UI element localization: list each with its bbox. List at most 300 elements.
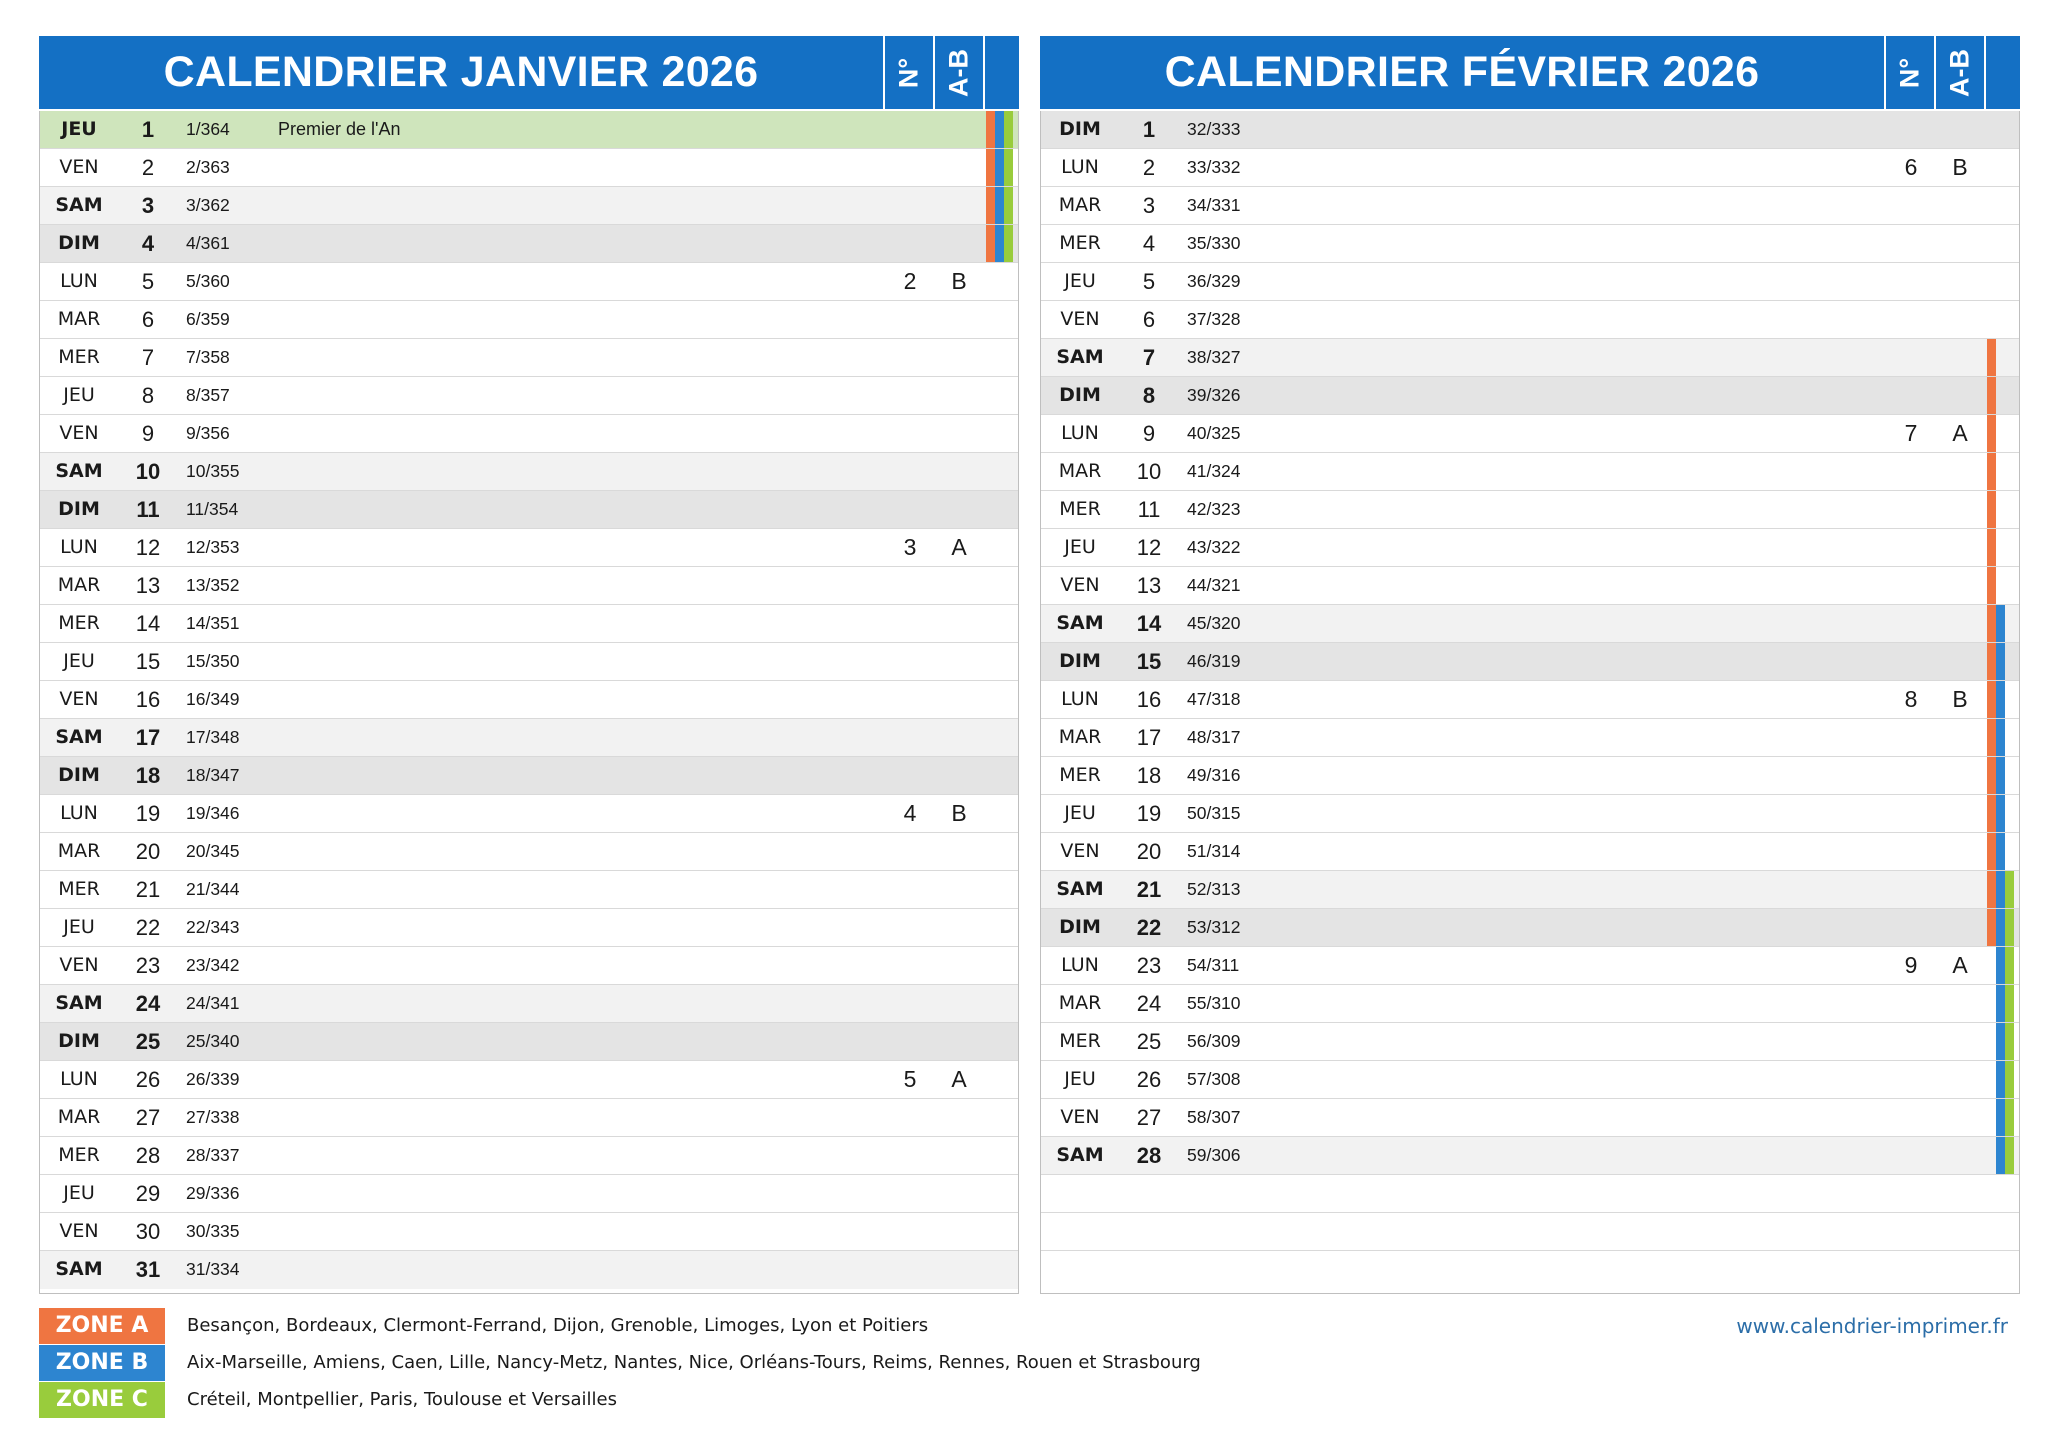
week-number — [1887, 339, 1935, 376]
zone-b-holiday-bar — [1996, 985, 2005, 1022]
week-number — [886, 453, 934, 490]
week-type — [934, 1213, 984, 1250]
zone-a-holiday-bar — [1987, 833, 1996, 870]
day-row — [40, 985, 1018, 1023]
zone-a-badge: ZONE A — [39, 1308, 165, 1344]
week-type — [1935, 795, 1985, 832]
week-type: B — [951, 268, 967, 294]
week-type — [934, 1251, 984, 1288]
day-row — [1041, 947, 2019, 985]
day-note — [278, 1023, 778, 1060]
day-name: JEU — [1064, 1068, 1096, 1090]
day-of-year: 40/325 — [1187, 423, 1241, 443]
zone-a-holiday-bar — [1987, 377, 1996, 414]
week-type — [1935, 605, 1985, 642]
zone-a-holiday-bar — [986, 187, 995, 224]
day-number: 12 — [1136, 535, 1162, 560]
day-name: LUN — [1061, 954, 1099, 976]
day-of-year: 11/354 — [186, 499, 239, 519]
day-note — [1279, 301, 1779, 338]
week-type — [1935, 491, 1985, 528]
day-of-year: 15/350 — [186, 651, 240, 671]
week-type — [1935, 985, 1985, 1022]
day-number: 21 — [135, 877, 161, 902]
zone-b-holiday-bar — [1996, 605, 2005, 642]
zone-a-holiday-bar — [986, 225, 995, 262]
day-number: 19 — [135, 801, 161, 826]
zone-a-holiday-bar — [1987, 795, 1996, 832]
day-name: DIM — [58, 1030, 100, 1052]
day-row — [1041, 111, 2019, 149]
week-type — [934, 985, 984, 1022]
day-note — [1279, 643, 1779, 680]
zone-a-holiday-bar — [1987, 339, 1996, 376]
week-number: 9 — [1904, 952, 1918, 978]
zone-a-holiday-bar — [1987, 681, 1996, 718]
day-of-year: 56/309 — [1187, 1031, 1241, 1051]
day-name: MAR — [57, 308, 101, 330]
day-number: 14 — [135, 611, 161, 636]
day-of-year: 55/310 — [1187, 993, 1241, 1013]
day-note — [278, 453, 778, 490]
day-row — [1041, 453, 2019, 491]
day-note: Premier de l'An — [278, 119, 401, 139]
day-of-year: 43/322 — [1187, 537, 1241, 557]
day-of-year: 4/361 — [186, 233, 230, 253]
week-number — [1887, 1137, 1935, 1174]
day-name: DIM — [58, 498, 100, 520]
day-name: DIM — [58, 232, 100, 254]
zone-b-holiday-bar — [1996, 909, 2005, 946]
day-name: DIM — [1059, 650, 1101, 672]
day-number: 3 — [1142, 193, 1156, 218]
day-of-year: 57/308 — [1187, 1069, 1241, 1089]
zone-b-holiday-bar — [995, 111, 1004, 148]
day-name: SAM — [55, 460, 103, 482]
day-row — [1041, 757, 2019, 795]
day-row — [1041, 187, 2019, 225]
week-type: A — [1952, 952, 1968, 978]
day-note — [1279, 415, 1779, 452]
zone-a-holiday-bar — [1987, 415, 1996, 452]
day-note — [1279, 377, 1779, 414]
day-row — [1041, 1099, 2019, 1137]
legend-zone-b — [39, 1345, 1199, 1381]
day-note — [278, 1175, 778, 1212]
day-note — [278, 377, 778, 414]
week-number — [886, 833, 934, 870]
day-note — [278, 605, 778, 642]
zone-c-holiday-bar — [2005, 1061, 2014, 1098]
week-number — [886, 871, 934, 908]
week-type — [1935, 225, 1985, 262]
zone-header — [1984, 36, 2022, 109]
day-row — [40, 301, 1018, 339]
day-row — [40, 263, 1018, 301]
day-number: 4 — [141, 231, 155, 256]
empty-row — [1041, 1251, 2019, 1289]
week-type — [934, 149, 984, 186]
week-type — [1935, 263, 1985, 300]
zone-a-holiday-bar — [1987, 757, 1996, 794]
day-note — [1279, 985, 1779, 1022]
day-name: LUN — [60, 802, 98, 824]
day-row — [1041, 1061, 2019, 1099]
week-number: 3 — [903, 534, 917, 560]
day-of-year: 34/331 — [1187, 195, 1241, 215]
day-of-year: 29/336 — [186, 1183, 240, 1203]
day-name: MER — [1059, 1030, 1101, 1052]
week-type — [1935, 643, 1985, 680]
week-number — [886, 111, 934, 148]
day-name: SAM — [55, 992, 103, 1014]
week-number — [1887, 491, 1935, 528]
week-number — [1887, 187, 1935, 224]
zone-c-holiday-bar — [2005, 909, 2014, 946]
week-type — [1935, 1099, 1985, 1136]
zone-c-holiday-bar — [1004, 149, 1013, 186]
day-name: LUN — [60, 1068, 98, 1090]
day-name: MAR — [57, 840, 101, 862]
week-type — [934, 567, 984, 604]
zone-a-holiday-bar — [1987, 605, 1996, 642]
day-note — [278, 1061, 778, 1098]
week-type-label: A-B — [943, 48, 974, 97]
week-number — [1887, 377, 1935, 414]
day-row — [40, 757, 1018, 795]
day-of-year: 3/362 — [186, 195, 230, 215]
day-name: SAM — [1056, 346, 1104, 368]
day-of-year: 38/327 — [1187, 347, 1241, 367]
week-number — [1887, 225, 1935, 262]
week-number — [1887, 263, 1935, 300]
week-type — [934, 1099, 984, 1136]
week-number: 8 — [1904, 686, 1918, 712]
zone-c-holiday-bar — [2005, 947, 2014, 984]
zone-a-holiday-bar — [1987, 719, 1996, 756]
day-note — [278, 339, 778, 376]
day-of-year: 25/340 — [186, 1031, 240, 1051]
day-number: 20 — [135, 839, 161, 864]
day-row — [1041, 567, 2019, 605]
day-number: 10 — [135, 459, 161, 484]
week-type — [1935, 339, 1985, 376]
day-name: MER — [58, 1144, 100, 1166]
day-of-year: 6/359 — [186, 309, 230, 329]
day-of-year: 39/326 — [1187, 385, 1241, 405]
week-number-header — [883, 36, 933, 109]
day-number: 1 — [141, 117, 155, 142]
day-name: LUN — [60, 536, 98, 558]
day-note — [278, 757, 778, 794]
week-number-header — [1884, 36, 1934, 109]
day-number: 27 — [1136, 1105, 1162, 1130]
day-note — [278, 1099, 778, 1136]
week-number — [886, 491, 934, 528]
day-note — [278, 909, 778, 946]
zone-c-holiday-bar — [2005, 1099, 2014, 1136]
day-note — [278, 1137, 778, 1174]
zone-a-holiday-bar — [1987, 453, 1996, 490]
day-of-year: 28/337 — [186, 1145, 240, 1165]
day-note — [1279, 719, 1779, 756]
day-number: 6 — [141, 307, 155, 332]
day-note — [1279, 681, 1779, 718]
day-name: MAR — [1058, 992, 1102, 1014]
day-of-year: 37/328 — [1187, 309, 1241, 329]
day-number: 8 — [1142, 383, 1156, 408]
day-row — [40, 1251, 1018, 1289]
zone-header — [983, 36, 1021, 109]
week-number — [1887, 605, 1935, 642]
day-of-year: 49/316 — [1187, 765, 1241, 785]
week-type — [934, 605, 984, 642]
week-type — [934, 339, 984, 376]
day-row — [40, 415, 1018, 453]
day-note — [1279, 263, 1779, 300]
day-row — [40, 909, 1018, 947]
day-number: 2 — [141, 155, 155, 180]
day-number: 15 — [1136, 649, 1162, 674]
week-number — [886, 1175, 934, 1212]
day-of-year: 31/334 — [186, 1259, 240, 1279]
week-number — [1887, 719, 1935, 756]
week-type — [1935, 833, 1985, 870]
day-note — [278, 225, 778, 262]
day-number: 10 — [1136, 459, 1162, 484]
day-name: VEN — [59, 156, 99, 178]
week-number-label: N° — [893, 57, 924, 88]
day-name: SAM — [1056, 612, 1104, 634]
day-number: 30 — [135, 1219, 161, 1244]
week-number — [1887, 871, 1935, 908]
zone-b-holiday-bar — [1996, 719, 2005, 756]
day-note — [278, 263, 778, 300]
week-number-label: N° — [1894, 57, 1925, 88]
day-row — [40, 605, 1018, 643]
zone-b-holiday-bar — [995, 225, 1004, 262]
zone-b-holiday-bar — [1996, 681, 2005, 718]
day-of-year: 1/364 — [186, 119, 230, 139]
day-note — [278, 681, 778, 718]
calendar-february — [1040, 36, 2020, 1296]
day-name: LUN — [1061, 688, 1099, 710]
calendar-january — [39, 36, 1019, 1296]
day-number: 25 — [1136, 1029, 1162, 1054]
week-type — [934, 377, 984, 414]
day-name: JEU — [1064, 802, 1096, 824]
zone-c-badge: ZONE C — [39, 1382, 165, 1418]
week-number — [1887, 111, 1935, 148]
day-of-year: 17/348 — [186, 727, 240, 747]
week-type — [934, 909, 984, 946]
day-row — [40, 1023, 1018, 1061]
day-number: 11 — [136, 497, 160, 522]
week-type — [934, 1023, 984, 1060]
day-note — [278, 643, 778, 680]
day-row — [1041, 985, 2019, 1023]
day-row — [1041, 719, 2019, 757]
day-note — [278, 415, 778, 452]
day-row — [40, 339, 1018, 377]
week-type-header — [1934, 36, 1984, 109]
day-of-year: 27/338 — [186, 1107, 240, 1127]
week-number — [886, 681, 934, 718]
day-name: JEU — [63, 916, 95, 938]
week-number — [886, 947, 934, 984]
zone-a-holiday-bar — [1987, 909, 1996, 946]
day-number: 26 — [1136, 1067, 1162, 1092]
day-row — [40, 149, 1018, 187]
zone-b-holiday-bar — [1996, 947, 2005, 984]
week-number — [1887, 643, 1935, 680]
day-name: MAR — [57, 1106, 101, 1128]
zone-b-holiday-bar — [1996, 757, 2005, 794]
day-number: 9 — [1142, 421, 1156, 446]
website-link[interactable]: www.calendrier-imprimer.fr — [1736, 1314, 2008, 1338]
day-of-year: 52/313 — [1187, 879, 1241, 899]
day-of-year: 51/314 — [1187, 841, 1241, 861]
week-number — [1887, 301, 1935, 338]
day-name: MAR — [57, 574, 101, 596]
day-of-year: 10/355 — [186, 461, 240, 481]
day-name: DIM — [58, 764, 100, 786]
week-type — [934, 871, 984, 908]
day-number: 23 — [135, 953, 161, 978]
day-name: MER — [58, 878, 100, 900]
week-type — [1935, 567, 1985, 604]
day-row — [1041, 263, 2019, 301]
day-name: VEN — [1060, 1106, 1100, 1128]
day-of-year: 7/358 — [186, 347, 230, 367]
day-name: LUN — [1061, 422, 1099, 444]
day-note — [278, 719, 778, 756]
week-type — [1935, 871, 1985, 908]
day-row — [40, 871, 1018, 909]
week-number — [886, 1213, 934, 1250]
week-type — [934, 111, 984, 148]
day-note — [278, 187, 778, 224]
day-number: 7 — [1142, 345, 1156, 370]
day-row — [1041, 643, 2019, 681]
legend-zone-c — [39, 1382, 1199, 1418]
day-row — [40, 947, 1018, 985]
week-type — [934, 491, 984, 528]
week-number: 6 — [1904, 154, 1918, 180]
day-note — [278, 301, 778, 338]
day-of-year: 59/306 — [1187, 1145, 1241, 1165]
week-number — [1887, 909, 1935, 946]
week-type — [1935, 1061, 1985, 1098]
week-number — [886, 1137, 934, 1174]
week-number — [1887, 1023, 1935, 1060]
week-type — [1935, 909, 1985, 946]
day-row — [1041, 339, 2019, 377]
day-note — [1279, 833, 1779, 870]
day-note — [1279, 567, 1779, 604]
day-name: DIM — [1059, 384, 1101, 406]
week-number — [1887, 567, 1935, 604]
week-number — [1887, 529, 1935, 566]
day-number: 25 — [135, 1029, 161, 1054]
day-note — [1279, 491, 1779, 528]
day-row — [1041, 1137, 2019, 1175]
week-type — [1935, 187, 1985, 224]
week-type — [1935, 1137, 1985, 1174]
zone-a-holiday-bar — [986, 149, 995, 186]
day-of-year: 48/317 — [1187, 727, 1241, 747]
day-number: 1 — [1142, 117, 1156, 142]
zone-c-cities: Créteil, Montpellier, Paris, Toulouse et Versailles — [187, 1389, 618, 1410]
day-of-year: 13/352 — [186, 575, 240, 595]
day-row — [1041, 377, 2019, 415]
day-of-year: 21/344 — [186, 879, 240, 899]
day-number: 4 — [1142, 231, 1156, 256]
week-type — [1935, 719, 1985, 756]
day-note — [1279, 871, 1779, 908]
week-type-header — [933, 36, 983, 109]
week-type — [1935, 111, 1985, 148]
week-number — [886, 415, 934, 452]
day-of-year: 46/319 — [1187, 651, 1241, 671]
day-row — [40, 719, 1018, 757]
week-number — [886, 1099, 934, 1136]
week-number — [886, 605, 934, 642]
day-name: JEU — [1064, 536, 1096, 558]
day-number: 16 — [1136, 687, 1162, 712]
week-type: B — [951, 800, 967, 826]
day-number: 20 — [1136, 839, 1162, 864]
week-number — [886, 339, 934, 376]
day-note — [278, 491, 778, 528]
day-note — [1279, 947, 1779, 984]
day-number: 17 — [1136, 725, 1162, 750]
day-of-year: 16/349 — [186, 689, 240, 709]
day-row — [40, 1175, 1018, 1213]
week-number — [886, 985, 934, 1022]
day-of-year: 42/323 — [1187, 499, 1241, 519]
zone-c-holiday-bar — [2005, 1023, 2014, 1060]
day-of-year: 12/353 — [186, 537, 240, 557]
day-number: 9 — [141, 421, 155, 446]
day-number: 13 — [1136, 573, 1162, 598]
day-note — [278, 529, 778, 566]
day-number: 22 — [1136, 915, 1162, 940]
week-type: A — [951, 534, 967, 560]
day-number: 3 — [141, 193, 155, 218]
week-type — [934, 301, 984, 338]
day-of-year: 44/321 — [1187, 575, 1241, 595]
zone-b-holiday-bar — [1996, 871, 2005, 908]
day-name: JEU — [63, 1182, 95, 1204]
month-title: CALENDRIER JANVIER 2026 — [163, 48, 759, 96]
zone-a-holiday-bar — [1987, 871, 1996, 908]
week-number — [886, 757, 934, 794]
week-type — [934, 453, 984, 490]
day-of-year: 58/307 — [1187, 1107, 1241, 1127]
day-row — [40, 225, 1018, 263]
day-of-year: 36/329 — [1187, 271, 1241, 291]
empty-row — [1041, 1175, 2019, 1213]
day-name: SAM — [55, 194, 103, 216]
day-number: 12 — [135, 535, 161, 560]
week-type — [934, 681, 984, 718]
day-row — [40, 833, 1018, 871]
day-row — [40, 1061, 1018, 1099]
day-number: 27 — [135, 1105, 161, 1130]
day-note — [278, 833, 778, 870]
day-name: MAR — [1058, 194, 1102, 216]
